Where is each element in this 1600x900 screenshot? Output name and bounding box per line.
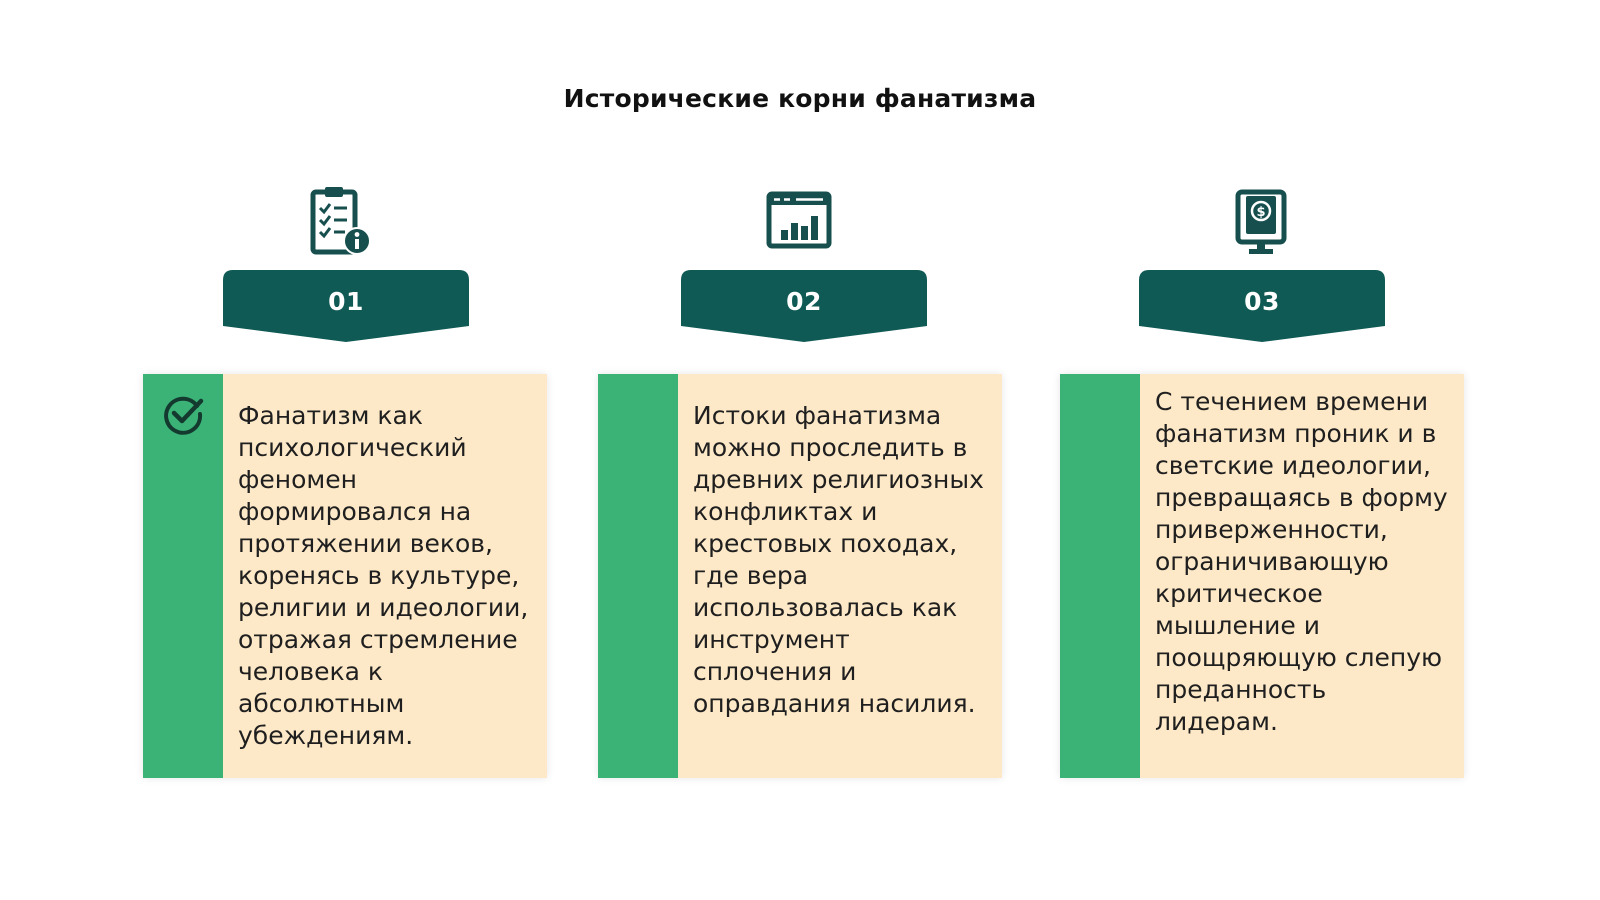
card-text: С течением времени фанатизм проник и в светские идеологии, превращаясь в форму приверженности, ограничивающую критическое мышление и поощряющую слепую преданность лидерам. [1155,387,1448,736]
step-number: 01 [328,287,364,316]
card-accent-strip [1060,374,1140,778]
page-title: Исторические корни фанатизма [563,84,1037,113]
monitor-dollar-icon [1222,186,1302,258]
card-text: Фанатизм как психологический феномен формировался на протяжении веков, коренясь в культуре, религии и идеологии, отражая стремление человека к абсолютным убеждениям. [238,401,529,750]
svg-text:$: $ [1256,205,1266,220]
step-number-banner [1139,270,1385,346]
card-text: Истоки фанатизма можно проследить в древних религиозных конфликтах и крестовых походах, где вера использовалась как инструмент сплочения и оправдания насилия. [693,401,984,718]
step-number: 03 [1244,287,1280,316]
browser-bar-chart-icon [760,186,840,258]
step-number: 02 [786,287,822,316]
step-number-banner [681,270,927,346]
step-card [598,374,1002,778]
step-card [1060,374,1464,778]
card-accent-strip [598,374,678,778]
